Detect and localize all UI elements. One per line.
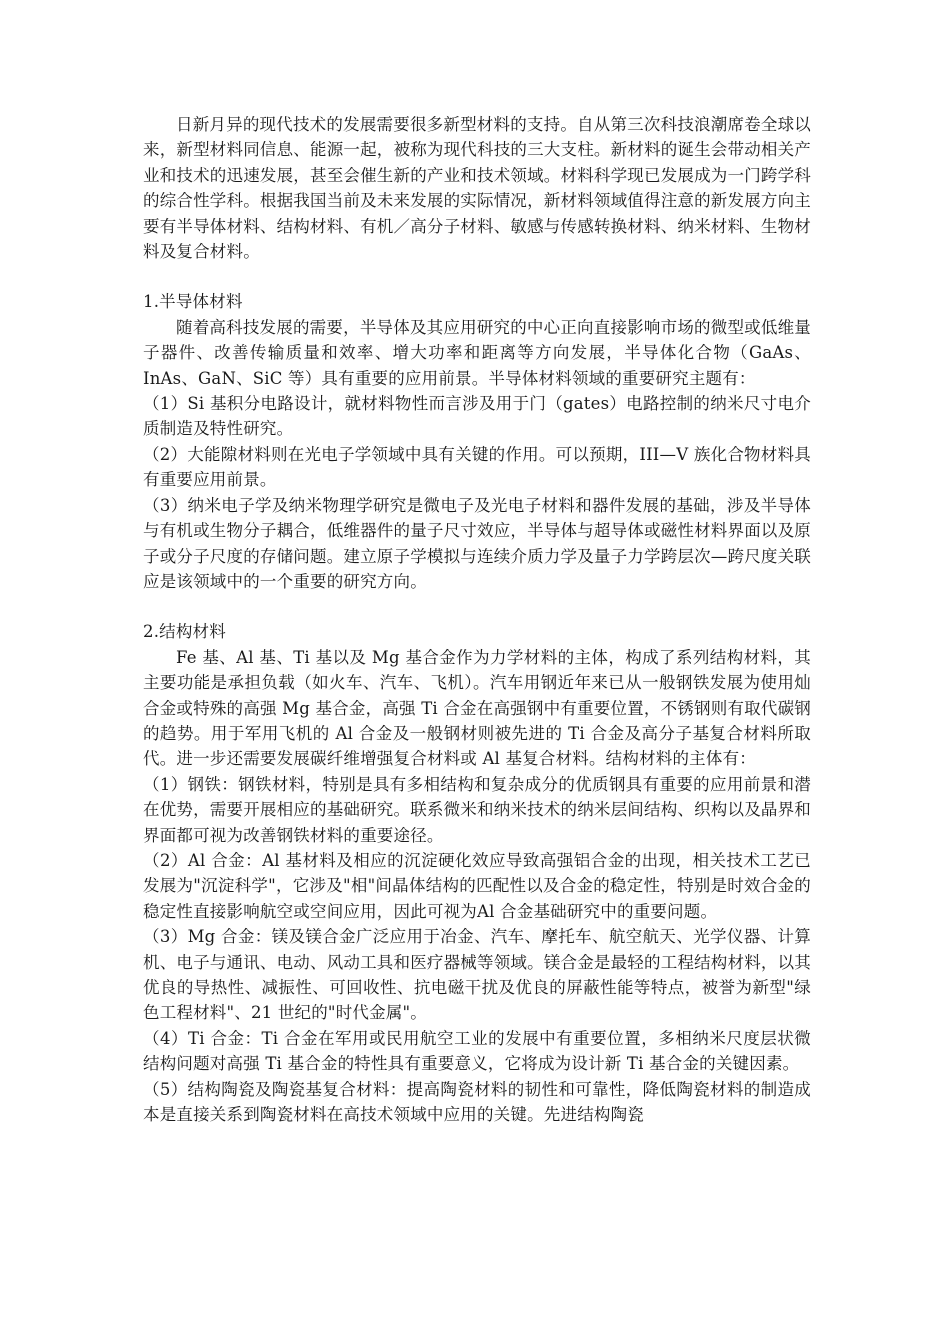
section-1-item-1: （1）Si 基积分电路设计，就材料物性而言涉及用于门（gates）电路控制的纳米尺寸电介质制造及特性研究。 (143, 394, 811, 439)
section-1-intro: 随着高科技发展的需要，半导体及其应用研究的中心正向直接影响市场的微型或低维量子器件、改善传输质量和效率、增大功率和距离等方向发展，半导体化合物（GaAs、InAs、GaN、SiC 等）具有重要的应用前景。半导体材料领域的重要研究主题有： (143, 317, 811, 388)
intro-paragraph: 日新月异的现代技术的发展需要很多新型材料的支持。自从第三次科技浪潮席卷全球以来，新型材料同信息、能源一起，被称为现代科技的三大支柱。新材料的诞生会带动相关产业和技术的迅速发展，甚至会催生新的产业和技术领域。材料科学现已发展成为一门跨学科的综合性学科。根据我国当前及未来发展的实际情况，新材料领域值得注意的新发展方向主要有半导体材料、结构材料、有机／高分子材料、敏感与传感转换材料、纳米材料、生物材料及复合材料。 (143, 115, 811, 262)
section-1-item-2: （2）大能隙材料则在光电子学领域中具有关键的作用。可以预期，III—V 族化合物材料具有重要应用前景。 (143, 444, 811, 490)
document-body (143, 112, 811, 1127)
section-2-intro: Fe 基、Al 基、Ti 基以及 Mg 基合金作为力学材料的主体，构成了系列结构材料，其主要功能是承担负载（如火车、汽车、飞机）。汽车用钢近年来已从一般钢铁发展为使用灿合金或特殊的高强 Mg 基合金，高强 Ti 合金在高强钢中有重要位置，不锈钢则有取代碳钢的趋势。用于军用飞机的 Al 合金及一般钢材则被先进的 Ti 合金及高分子基复合材料所取代。进一步还需要发展碳纤维增强复合材料或 Al 基复合材料。结构材料的主体有： (143, 647, 811, 769)
section-2-heading: 2.结构材料 (143, 622, 226, 642)
section-2-item-3: （3）Mg 合金：镁及镁合金广泛应用于冶金、汽车、摩托车、航空航天、光学仪器、计算机、电子与通讯、电动、风动工具和医疗器械等领域。镁合金是最轻的工程结构材料，以其优良的导热性、减振性、可回收性、抗电磁干扰及优良的屏蔽性能等特点，被誉为新型"绿色工程材料"、21 世纪的"时代金属"。 (143, 927, 811, 1023)
section-2-item-2: （2）Al 合金：Al 基材料及相应的沉淀硬化效应导致高强铝合金的出现，相关技术工艺已发展为"沉淀科学"，它涉及"相"间晶体结构的匹配性以及合金的稳定性，特别是时效合金的稳定性直接影响航空或空间应用，因此可视为Al 合金基础研究中的重要问题。 (143, 850, 811, 921)
section-2-item-4: （4）Ti 合金：Ti 合金在军用或民用航空工业的发展中有重要位置，多相纳米尺度层状微结构问题对高强 Ti 基合金的特性具有重要意义，它将成为设计新 Ti 基合金的关键因素。 (143, 1028, 811, 1074)
section-1-heading: 1.半导体材料 (143, 292, 243, 312)
section-2-item-5: （5）结构陶瓷及陶瓷基复合材料：提高陶瓷材料的韧性和可靠性，降低陶瓷材料的制造成本是直接关系到陶瓷材料在高技术领域中应用的关键。先进结构陶瓷 (143, 1079, 811, 1125)
section-2-item-1: （1）钢铁：钢铁材料，特别是具有多相结构和复杂成分的优质钢具有重要的应用前景和潜在优势，需要开展相应的基础研究。联系微米和纳米技术的纳米层间结构、织构以及晶界和界面都可视为改善钢铁材料的重要途径。 (143, 774, 811, 845)
section-1-item-3: （3）纳米电子学及纳米物理学研究是微电子及光电子材料和器件发展的基础，涉及半导体与有机或生物分子耦合，低维器件的量子尺寸效应，半导体与超导体或磁性材料界面以及原子或分子尺度的存储问题。建立原子学模拟与连续介质力学及量子力学跨层次—跨尺度关联应是该领域中的一个重要的研究方向。 (143, 495, 811, 591)
